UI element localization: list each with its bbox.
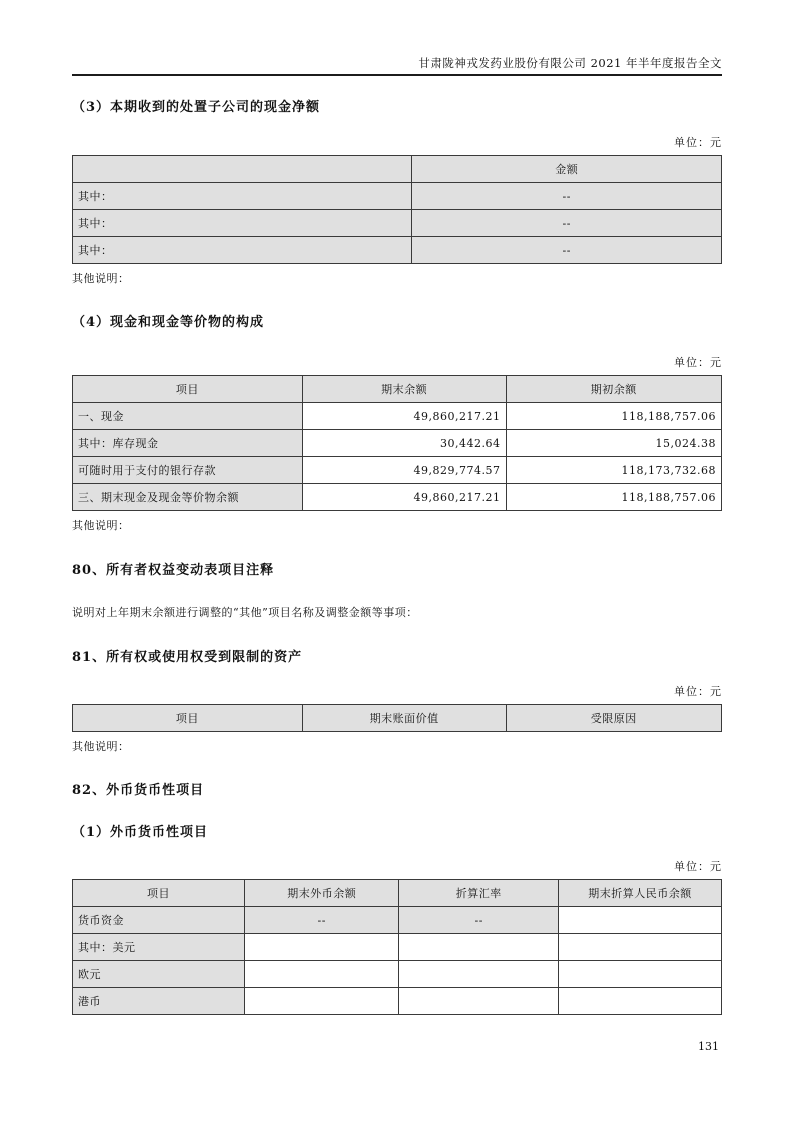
restricted-assets-table <box>72 704 722 732</box>
section81-heading: 81、所有权或使用权受到限制的资产 <box>72 650 303 665</box>
unit-label-1: 单位：元 <box>674 136 722 149</box>
column-header-book-value: 期末账面价值 <box>302 705 506 732</box>
table-row <box>73 210 722 237</box>
row-value-beginning: 118,188,757.06 <box>506 403 721 430</box>
row-value-beginning: 118,173,732.68 <box>506 457 721 484</box>
table-header-row <box>73 376 722 403</box>
row-value-rate <box>399 961 559 988</box>
row-label: 港币 <box>73 988 245 1015</box>
unit-label-3: 单位：元 <box>674 685 722 698</box>
table-row <box>73 403 722 430</box>
row-value: -- <box>412 183 722 210</box>
cash-equivalents-table <box>72 375 722 511</box>
row-value: -- <box>412 237 722 264</box>
column-header-amount: 金额 <box>412 156 722 183</box>
row-value-rmb <box>559 907 722 934</box>
unit-label-2: 单位：元 <box>674 356 722 369</box>
section82-heading: 82、外币货币性项目 <box>72 783 205 798</box>
column-header-beginning: 期初余额 <box>506 376 721 403</box>
column-header-item: 项目 <box>73 705 303 732</box>
row-label: 可随时用于支付的银行存款 <box>73 457 303 484</box>
row-value-rate <box>399 988 559 1015</box>
section3-heading: （3）本期收到的处置子公司的现金净额 <box>72 100 321 115</box>
other-note: 其他说明： <box>72 740 130 753</box>
section80-heading: 80、所有者权益变动表项目注释 <box>72 563 275 578</box>
row-label: 其中： <box>73 237 412 264</box>
row-value-rate: -- <box>399 907 559 934</box>
row-value-foreign: -- <box>244 907 398 934</box>
section4-heading: （4）现金和现金等价物的构成 <box>72 315 265 330</box>
report-title: 甘肃陇神戎发药业股份有限公司 2021 年半年度报告全文 <box>418 56 722 70</box>
row-label: 其中： <box>73 183 412 210</box>
row-label: 欧元 <box>73 961 245 988</box>
page-number: 131 <box>698 1040 719 1053</box>
section80-body: 说明对上年期末余额进行调整的“其他”项目名称及调整金额等事项： <box>72 606 418 619</box>
column-header-exchange-rate: 折算汇率 <box>399 880 559 907</box>
table-row <box>73 961 722 988</box>
row-label: 三、期末现金及现金等价物余额 <box>73 484 303 511</box>
table-row <box>73 907 722 934</box>
table-row <box>73 183 722 210</box>
other-note: 其他说明： <box>72 272 130 285</box>
other-note: 其他说明： <box>72 519 130 532</box>
row-value-beginning: 118,188,757.06 <box>506 484 721 511</box>
column-header-ending: 期末余额 <box>302 376 506 403</box>
column-header-item: 项目 <box>73 880 245 907</box>
row-value-foreign <box>244 934 398 961</box>
unit-label-4: 单位：元 <box>674 860 722 873</box>
table-row <box>73 988 722 1015</box>
row-value-rate <box>399 934 559 961</box>
table-row <box>73 484 722 511</box>
column-header-item: 项目 <box>73 376 303 403</box>
row-value: -- <box>412 210 722 237</box>
row-label: 其中：美元 <box>73 934 245 961</box>
section82-subheading: （1）外币货币性项目 <box>72 825 209 840</box>
row-value-ending: 49,829,774.57 <box>302 457 506 484</box>
table-header-row <box>73 156 722 183</box>
table-row <box>73 457 722 484</box>
column-header-foreign-balance: 期末外币余额 <box>244 880 398 907</box>
row-value-foreign <box>244 961 398 988</box>
row-value-rmb <box>559 988 722 1015</box>
row-label: 其中： <box>73 210 412 237</box>
table-header-row <box>73 880 722 907</box>
row-value-rmb <box>559 961 722 988</box>
column-header-rmb-balance: 期末折算人民币余额 <box>559 880 722 907</box>
row-value-foreign <box>244 988 398 1015</box>
row-value-ending: 49,860,217.21 <box>302 484 506 511</box>
table-row <box>73 934 722 961</box>
page-content <box>72 98 722 1015</box>
page-header <box>72 0 722 76</box>
row-value-beginning: 15,024.38 <box>506 430 721 457</box>
disposal-cash-table <box>72 155 722 264</box>
row-value-ending: 30,442.64 <box>302 430 506 457</box>
row-label: 其中：库存现金 <box>73 430 303 457</box>
table-row <box>73 237 722 264</box>
row-value-ending: 49,860,217.21 <box>302 403 506 430</box>
foreign-currency-table <box>72 879 722 1015</box>
row-label: 货币资金 <box>73 907 245 934</box>
column-header-reason: 受限原因 <box>506 705 721 732</box>
table-row <box>73 430 722 457</box>
column-header-blank <box>73 156 412 183</box>
row-value-rmb <box>559 934 722 961</box>
row-label: 一、现金 <box>73 403 303 430</box>
table-header-row <box>73 705 722 732</box>
